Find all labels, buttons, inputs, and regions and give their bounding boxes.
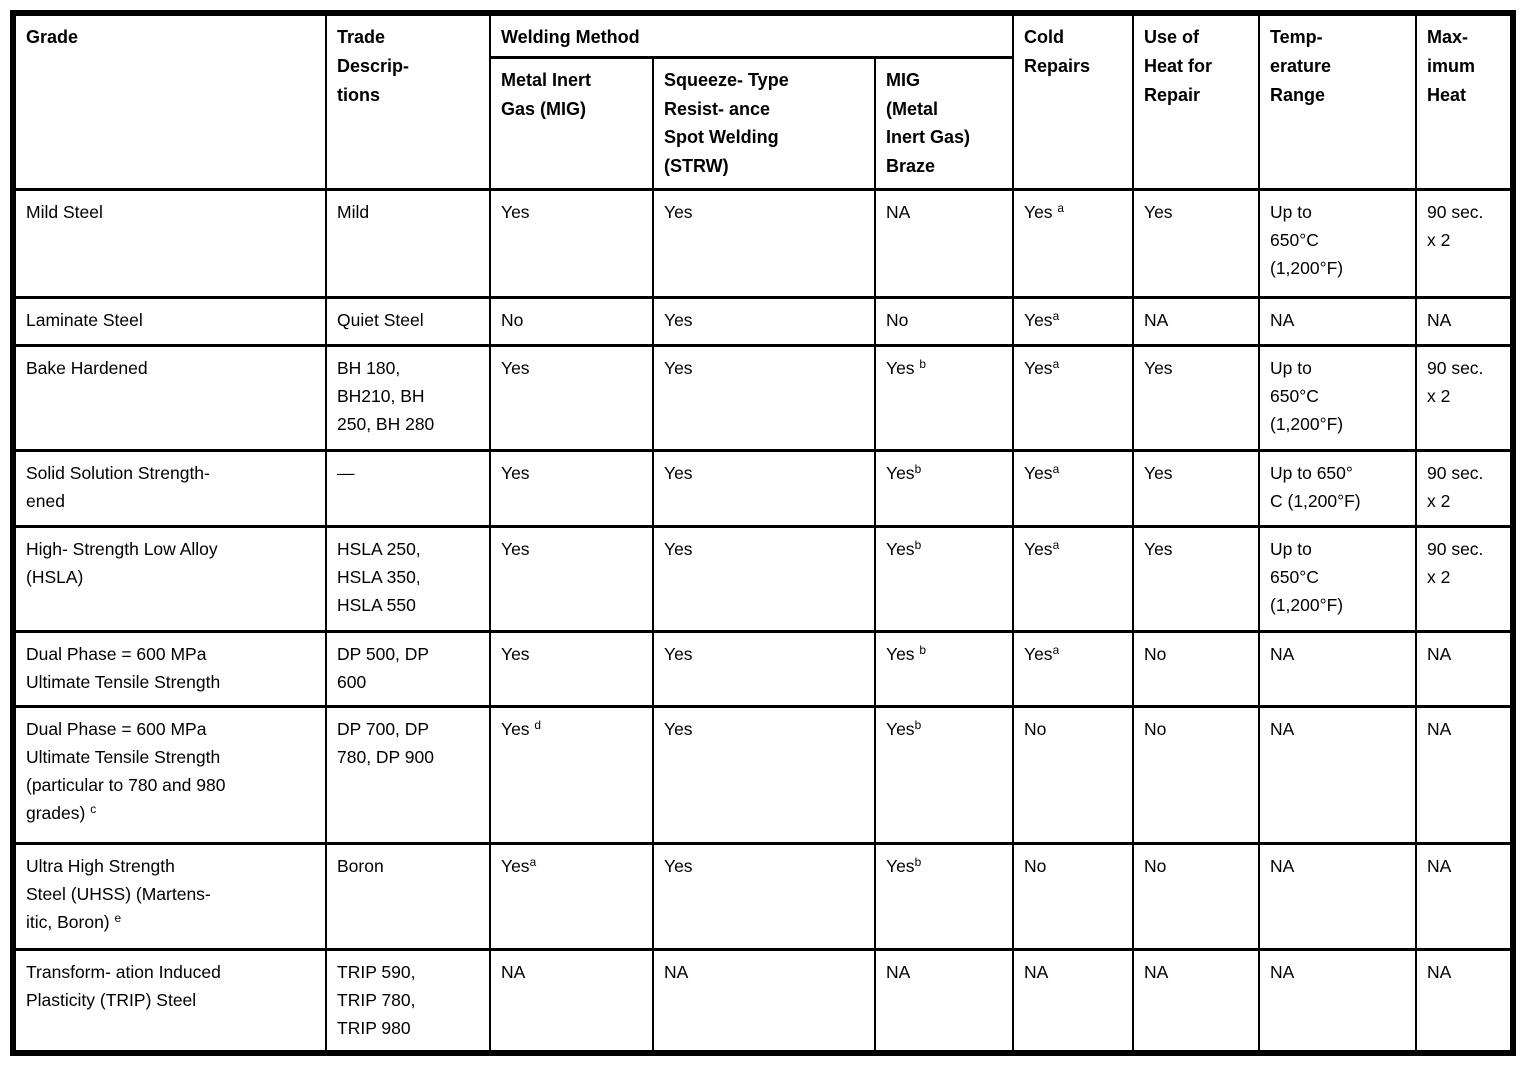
header-row-top [13,13,1513,57]
table-cell: NA [1259,297,1416,345]
col-header-trade-descriptions: Trade Descrip- tions [326,13,490,189]
col-header-welding-method: Welding Method [490,13,1013,57]
table-cell: NA [1259,631,1416,706]
grade-cell: Transform- ation Induced Plasticity (TRIP) Steel [13,949,326,1053]
table-cell: NA [1416,949,1513,1053]
table-cell: Yes [490,526,653,631]
table-cell: Yes [653,526,875,631]
table-cell: Yes [490,450,653,526]
table-row [13,189,1513,297]
table-cell: Yes$^a$ [1013,526,1133,631]
grade-cell: High- Strength Low Alloy (HSLA) [13,526,326,631]
table-cell: Yes [653,189,875,297]
table-cell: Yes $^d$ [490,706,653,843]
col-header-maximum-heat: Max- imum Heat [1416,13,1513,189]
table-cell: No [1133,706,1259,843]
table-cell: Yes [490,189,653,297]
col-header-use-of-heat-for-repair: Use of Heat for Repair [1133,13,1259,189]
table-cell: NA [490,949,653,1053]
table-cell: Yes$^a$ [1013,631,1133,706]
table-cell: Yes $^b$ [875,345,1013,450]
table-body [13,189,1513,1053]
table-cell: Yes [1133,526,1259,631]
table-cell: Yes [1133,189,1259,297]
table-cell: No [1133,843,1259,949]
table-cell: NA [1259,843,1416,949]
table-cell: Quiet Steel [326,297,490,345]
grade-cell: Bake Hardened [13,345,326,450]
table-cell: BH 180, BH210, BH 250, BH 280 [326,345,490,450]
table-cell: No [1133,631,1259,706]
table-cell: Up to 650°C (1,200°F) [1259,345,1416,450]
table-row [13,526,1513,631]
col-header-strw: Squeeze- Type Resist- ance Spot Welding (STRW) [653,57,875,189]
table-cell: Yes$^a$ [1013,345,1133,450]
table-cell: Yes [1133,450,1259,526]
table-cell: Yes [653,843,875,949]
table-cell: Yes [1133,345,1259,450]
table-cell: NA [1259,949,1416,1053]
table-cell: Up to 650°C (1,200°F) [1259,189,1416,297]
table-cell: NA [1133,949,1259,1053]
table-row [13,345,1513,450]
table-cell: Yes [653,631,875,706]
table-cell: 90 sec. x 2 [1416,526,1513,631]
table-cell: NA [1133,297,1259,345]
table-cell: Yes $^a$ [1013,189,1133,297]
table-row [13,949,1513,1053]
table-cell: Yes$^a$ [1013,297,1133,345]
table-cell: No [490,297,653,345]
table-cell: NA [1416,631,1513,706]
table-cell: No [1013,706,1133,843]
table-cell: Yes [490,345,653,450]
grade-cell: Mild Steel [13,189,326,297]
table-cell: Yes [653,450,875,526]
table-row [13,706,1513,843]
table-cell: 90 sec. x 2 [1416,345,1513,450]
table-cell: No [1013,843,1133,949]
table-cell: DP 500, DP 600 [326,631,490,706]
table-cell: Yes$^a$ [1013,450,1133,526]
grade-cell: Ultra High Strength Steel (UHSS) (Martens- itic, Boron) $^e$ [13,843,326,949]
col-header-temperature-range: Temp- erature Range [1259,13,1416,189]
table-cell: NA [875,189,1013,297]
table-cell: Up to 650°C (1,200°F) [1259,526,1416,631]
table-row [13,297,1513,345]
table-cell: Yes [653,297,875,345]
table-cell: HSLA 250, HSLA 350, HSLA 550 [326,526,490,631]
table-cell: Yes $^b$ [875,631,1013,706]
col-header-mig-braze: MIG (Metal Inert Gas) Braze [875,57,1013,189]
table-cell: NA [1416,706,1513,843]
table-cell: Boron [326,843,490,949]
grade-cell: Solid Solution Strength- ened [13,450,326,526]
table-cell: NA [1416,843,1513,949]
table-cell: NA [1013,949,1133,1053]
table-cell: Yes$^a$ [490,843,653,949]
steel-welding-table [10,10,1516,1056]
table-cell: Yes$^b$ [875,450,1013,526]
grade-cell: Laminate Steel [13,297,326,345]
table-cell: Yes$^b$ [875,706,1013,843]
table-cell: TRIP 590, TRIP 780, TRIP 980 [326,949,490,1053]
grade-cell: Dual Phase = 600 MPa Ultimate Tensile Strength (particular to 780 and 980 grades) $^c$ [13,706,326,843]
col-header-mig: Metal Inert Gas (MIG) [490,57,653,189]
table-cell: Yes$^b$ [875,526,1013,631]
table-cell: No [875,297,1013,345]
table-cell: NA [1259,706,1416,843]
table-cell: 90 sec. x 2 [1416,189,1513,297]
table-cell: NA [875,949,1013,1053]
table-cell: 90 sec. x 2 [1416,450,1513,526]
table-cell: — [326,450,490,526]
table-cell: Yes [490,631,653,706]
table-cell: Mild [326,189,490,297]
table-cell: Up to 650° C (1,200°F) [1259,450,1416,526]
col-header-grade: Grade [13,13,326,189]
table-row [13,843,1513,949]
table-cell: NA [653,949,875,1053]
grade-cell: Dual Phase = 600 MPa Ultimate Tensile Strength [13,631,326,706]
table-cell: DP 700, DP 780, DP 900 [326,706,490,843]
table-cell: Yes [653,706,875,843]
col-header-cold-repairs: Cold Repairs [1013,13,1133,189]
table-cell: Yes [653,345,875,450]
table-cell: NA [1416,297,1513,345]
table-header [13,13,1513,189]
table-row [13,450,1513,526]
table-row [13,631,1513,706]
table-cell: Yes$^b$ [875,843,1013,949]
